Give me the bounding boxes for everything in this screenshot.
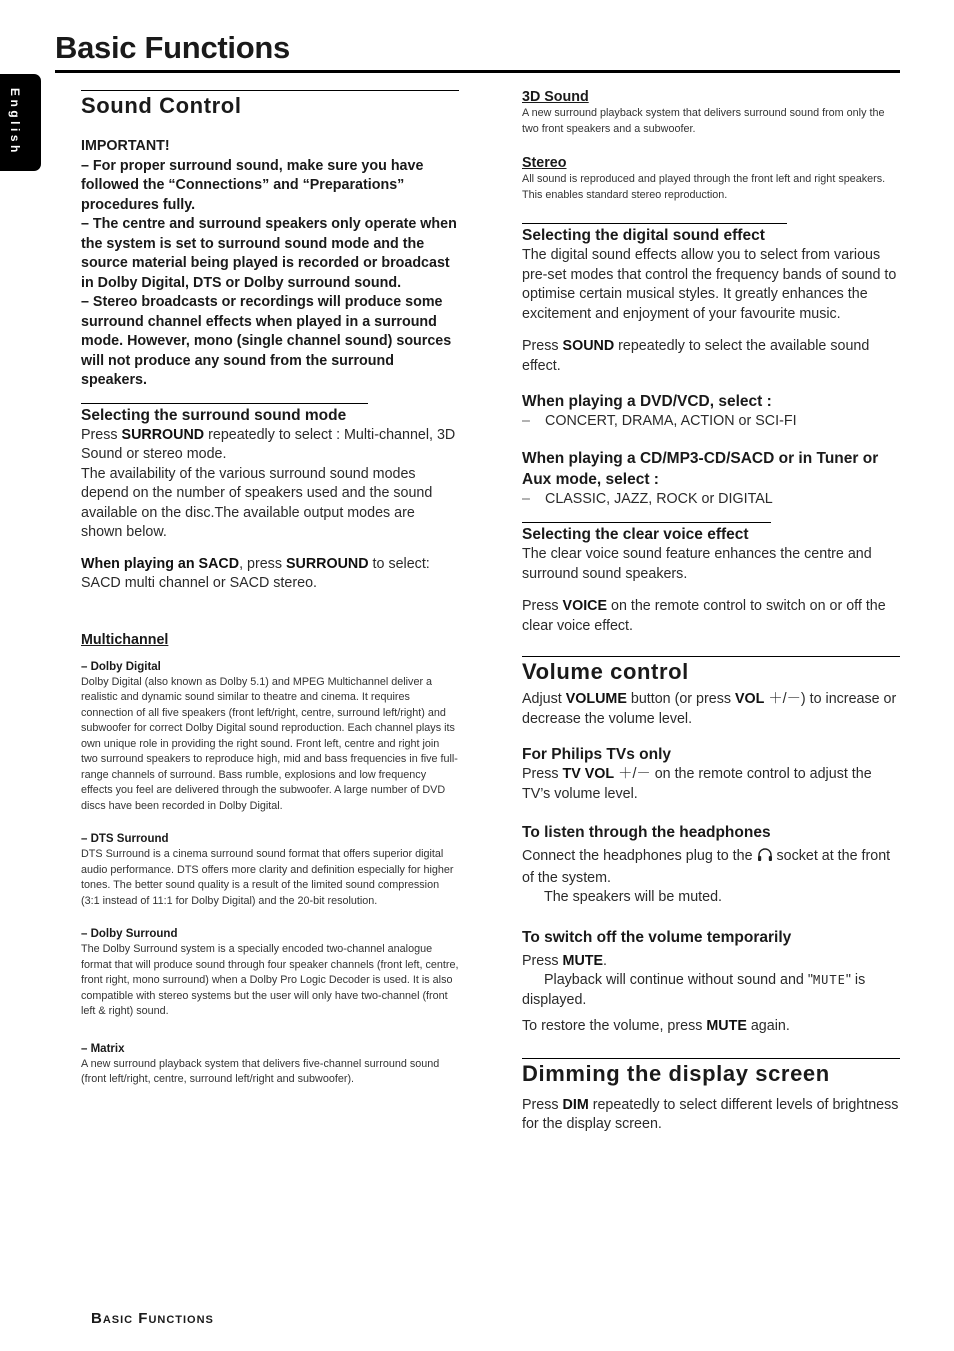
- dolby-digital-text: Dolby Digital (also known as Dolby 5.1) and MPEG Multichannel deliver a realistic and dynamic sound similar to theatre and cinema. It requires connection of all five speakers (front left/right, centre, surround left/right) and subwoofer for correct Dolby Digital sound reproduction. Each channel plays its own unique role in providing the right sound. Front left, centre and right join two surround speakers to reproduce high, mid and bass frequencies in five full-range channels of surround. Bass rumble, explosions and low frequency effects you feel are delivered through the subwoofer. A large number of DVD discs have been recorded in Dolby Digital.: [81, 675, 458, 812]
- tv-vol-plus-minus: ＋/－: [614, 766, 651, 782]
- dolby-surround-text: The Dolby Surround system is a specially encoded two-channel analogue format that will produce sound through four speaker channels (front left, centre, front right, mono surround) when a Dolby Pro Logic Decoder is used. It is also compatible with stereo systems but the user will only have two-channel (front left & right) sound.: [81, 943, 459, 1017]
- right-column: [522, 88, 900, 1135]
- volume-instructions: Adjust VOLUME button (or press VOL ＋/－) to increase or decrease the volume level.: [522, 691, 897, 727]
- tv-vol-key: TV VOL: [562, 766, 615, 782]
- section-title-sound-control: Sound Control: [81, 90, 459, 119]
- digital-sound-instructions: Press SOUND repeatedly to select the available sound effect.: [522, 338, 870, 374]
- heading-matrix: – Matrix: [81, 1042, 125, 1055]
- dim-key: DIM: [562, 1096, 589, 1113]
- mute-playback-note: Playback will continue without sound and "MUTE" is displayed.: [522, 972, 866, 1008]
- heading-mute: To switch off the volume temporarily: [522, 928, 792, 946]
- dvd-options: – CONCERT, DRAMA, ACTION or SCI-FI: [522, 413, 797, 429]
- restore-volume-instructions: To restore the volume, press MUTE again.: [522, 1018, 790, 1034]
- 3d-sound-text: A new surround playback system that delivers surround sound from only the two front speakers and a subwoofer.: [522, 107, 885, 135]
- voice-key: VOICE: [562, 598, 608, 614]
- sound-key: SOUND: [562, 338, 615, 354]
- section-title-dimming: Dimming the display screen: [522, 1058, 900, 1087]
- page-title: Basic Functions: [55, 30, 290, 65]
- language-tab: [0, 74, 41, 171]
- surround-instructions: Press SURROUND repeatedly to select : Multi-channel, 3D Sound or stereo mode.: [81, 426, 456, 462]
- stereo-text: All sound is reproduced and played through the front left and right speakers. This enables standard stereo reproduction.: [522, 173, 886, 201]
- heading-3d-sound: 3D Sound: [522, 89, 589, 105]
- heading-philips-tvs: For Philips TVs only: [522, 746, 671, 763]
- headphones-icon: [757, 847, 773, 869]
- heading-digital-sound-effect: Selecting the digital sound effect: [522, 223, 787, 246]
- page-footer: Basic Functions: [91, 1310, 214, 1327]
- heading-dolby-digital: – Dolby Digital: [81, 660, 161, 673]
- surround-availability: The availability of the various surround sound modes depend on the number of speakers used and the sound available on the disc.The available output modes are shown below.: [81, 465, 433, 540]
- language-tab-label: English: [8, 88, 22, 156]
- heading-dts-surround: – DTS Surround: [81, 833, 169, 845]
- important-note-2: – The centre and surround speakers only operate when the system is set to surround sound mode and the source material being played is recorded or broadcast in Dolby Digital, DTS or Dolby surround sound.: [81, 216, 457, 291]
- mute-display-text: MUTE: [812, 973, 846, 987]
- surround-key: SURROUND: [121, 426, 205, 443]
- title-rule: [55, 70, 900, 73]
- dts-surround-text: DTS Surround is a cinema surround sound format that offers superior digital audio performance. DTS offers more clarity and definition especially for higher tones. The better sound quality is a result of the limited sound compression (3:1 instead of 11:1 for Dolby Digital) and the 20-bit resolution.: [81, 848, 454, 907]
- important-note-1: – For proper surround sound, make sure you have followed the “Connections” and “Preparations” procedures fully.: [81, 157, 424, 213]
- clear-voice-instructions: Press VOICE on the remote control to switch on or off the clear voice effect.: [522, 598, 886, 634]
- heading-dvd-vcd: When playing a DVD/VCD, select :: [522, 393, 772, 410]
- headphones-muted-note: The speakers will be muted.: [544, 889, 722, 905]
- digital-sound-text: The digital sound effects allow you to select from various pre-set modes that control the frequency bands of sound to optimise certain musical styles. It greatly enhances the excitement and enjoyment of your favourite music.: [522, 247, 897, 322]
- restore-mute-key: MUTE: [706, 1018, 747, 1034]
- sacd-surround-key: SURROUND: [285, 555, 369, 572]
- mute-key: MUTE: [562, 952, 604, 969]
- vol-plus-minus: ＋/－: [764, 691, 801, 707]
- clear-voice-text: The clear voice sound feature enhances the centre and surround sound speakers.: [522, 546, 872, 582]
- heading-clear-voice: Selecting the clear voice effect: [522, 522, 771, 545]
- important-label: IMPORTANT!: [81, 138, 170, 154]
- heading-dolby-surround: – Dolby Surround: [81, 928, 178, 940]
- important-note-3: – Stereo broadcasts or recordings will produce some surround channel effects when played in a surround mode. However, mono (single channel sound) sources will not produce any sound from the surround speakers.: [81, 294, 452, 388]
- cd-options: – CLASSIC, JAZZ, ROCK or DIGITAL: [522, 491, 773, 507]
- heading-stereo: Stereo: [522, 155, 567, 171]
- volume-key: VOLUME: [565, 691, 627, 707]
- headphones-instructions: Connect the headphones plug to the socket at the front of the system.: [522, 848, 891, 886]
- dimming-instructions: Press DIM repeatedly to select different levels of brightness for the display screen.: [522, 1096, 899, 1132]
- vol-key: VOL: [734, 691, 765, 707]
- heading-headphones: To listen through the headphones: [522, 824, 771, 841]
- left-column: [81, 90, 459, 1088]
- philips-tv-instructions: Press TV VOL ＋/－ on the remote control to adjust the TV’s volume level.: [522, 766, 872, 802]
- mute-instructions: Press MUTE.: [522, 952, 608, 969]
- matrix-text: A new surround playback system that delivers five-channel surround sound (front left/right, centre, surround left/right and subwoofer).: [81, 1057, 440, 1085]
- heading-multichannel: Multichannel: [81, 631, 169, 648]
- section-title-volume-control: Volume control: [522, 656, 900, 685]
- heading-cd-tuner: When playing a CD/MP3-CD/SACD or in Tuner or Aux mode, select :: [522, 450, 879, 488]
- sacd-instructions: When playing an SACD, press SURROUND to select: SACD multi channel or SACD stereo.: [81, 555, 430, 591]
- heading-surround-mode: Selecting the surround sound mode: [81, 403, 368, 426]
